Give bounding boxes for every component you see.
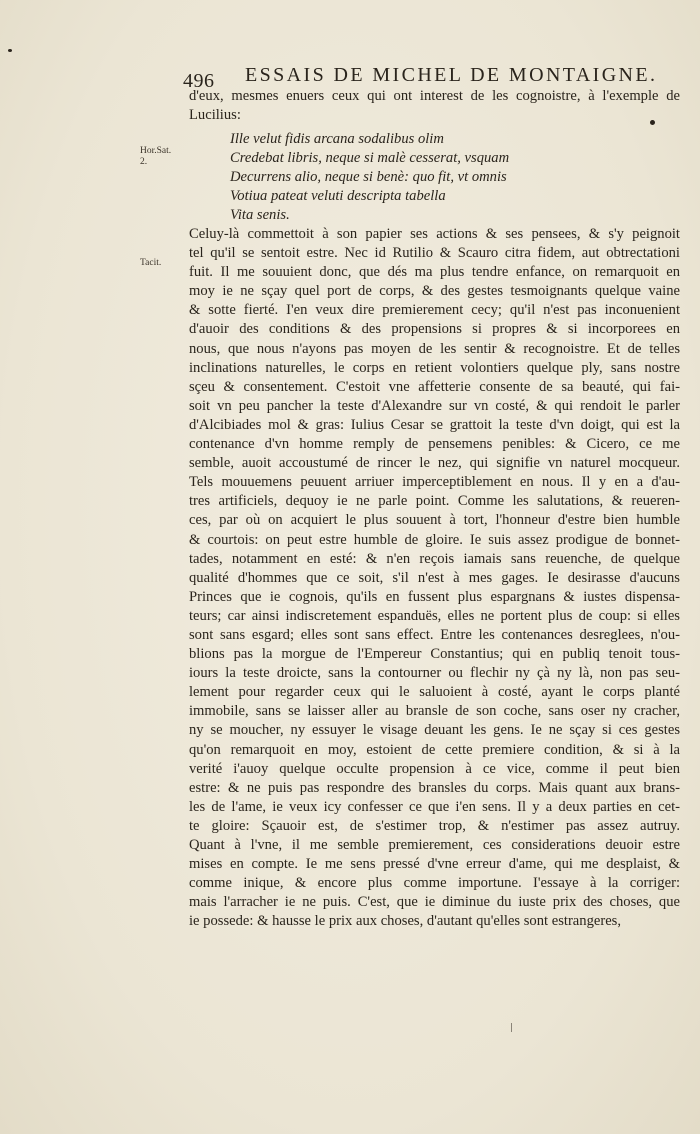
running-head: ESSAIS DE MICHEL DE MONTAIGNE. [245, 64, 658, 86]
text-line: mises en compte. Ie me sens pressé d'vne erreur d'ame, qui me desplaist, & [189, 856, 680, 873]
text-line: soit vn peu pancher la teste d'Alexandre sur vn costé, & qui rendoit le parler [189, 397, 680, 414]
text-line: blions pas la morgue de l'Empereur Constantius; qui en publiq tenoit tous- [189, 646, 680, 663]
page-number: 496 [183, 70, 215, 92]
margin-note-horace: Hor.Sat. 2. [140, 146, 172, 167]
text-line: sont sans esgard; elles sont sans effect. Entre les contenances desreglees, n'ou- [189, 626, 680, 643]
text-line: & courtois: on peut estre humble de gloire. Ie suis assez prodigue de bonnet- [189, 531, 680, 548]
text-line: d'auoir des conditions & des propensions si propres & si incorporees en [189, 321, 680, 338]
text-line: d'Alcibiades mol & gras: Iulius Cesar se grattoit la teste d'vn doigt, qui est la [189, 416, 680, 433]
text-line: comme inique, & encore plus comme importune. I'essaye à la corriger: [189, 875, 680, 892]
text-line: d'eux, mesmes enuers ceux qui ont interest de les cognoistre, à l'exemple de [189, 88, 680, 104]
verse-line: Votiua pateat veluti descripta tabella [230, 188, 446, 205]
text-line: qu'on remarquoit en moy, estoient de cette premiere condition, & si à la [189, 741, 680, 758]
ink-speck [8, 49, 12, 52]
text-line: estre: & ne puis pas respondre des bransles du corps. Mais quant aux brans- [189, 779, 680, 796]
text-line: inclinations naturelles, le corps en retient volontiers quelque ply, sans nostre [189, 359, 680, 376]
text-line: mais l'arracher ie ne puis. C'est, que ie diminue du iuste prix des choses, que [189, 894, 680, 911]
text-line: ny se moucher, ny essuyer le visage deuant les gens. Ie ne sçay si ces gestes [189, 722, 680, 739]
text-line: moy ie ne sçay quel port de corps, & des gestes tesmoignants quelque vaine [189, 283, 680, 300]
text-line: tades, notamment en esté: & n'en reçois iamais sans reuenche, de quelque [189, 550, 680, 567]
text-line: immobile, sans se laisser aller au bransle de son coche, sans oser ny cracher, [189, 703, 680, 720]
text-line: tel qu'il se sentoit estre. Nec id Rutilio & Scauro citra fidem, aut obtrectationi [189, 245, 680, 262]
text-line: ie possede: & hausse le prix aux choses, d'autant qu'elles sont estrangeres, [189, 913, 622, 930]
ink-stroke [511, 1023, 512, 1032]
text-line: Princes que ie cognois, qu'ils en fussent plus espargnans & iustes dispensa- [189, 588, 680, 605]
text-line: tres artificiels, dequoy ie ne parle point. Comme les salutations, & reueren- [189, 493, 680, 510]
text-line: semble, auoit accoustumé de rincer le nez, qui signifie vn naturel mocqueur. [189, 455, 680, 472]
text-line: ces, par où on acquiert le plus souuent à tort, l'honneur d'estre bien humble [189, 512, 680, 529]
verse-line: Ille velut fidis arcana sodalibus olim [230, 131, 444, 147]
verse-line: Decurrens alio, neque si benè: quo fit, vt omnis [230, 169, 507, 186]
text-line: lement pour regarder ceux qui le saluoient à costé, ayant le corps planté [189, 684, 680, 701]
margin-note-tacitus: Tacit. [140, 258, 162, 268]
text-line: contenance d'vn homme remply de pensemens penibles: & Cicero, ce me [189, 436, 680, 453]
text-line: qualité d'hommes que ce soit, s'il n'est à mes gages. Ie desirasse d'aucuns [189, 569, 680, 586]
prose-body [189, 225, 680, 931]
text-line: teurs; car ainsi indiscretement espanduës, elles ne portent plus de coup: si elles [189, 607, 680, 624]
text-line: fuit. Il me souuient donc, que dés ma plus tendre enfance, on remarquoit en [189, 264, 680, 281]
text-line: verité i'auoy quelque occulte propension à ce vice, comme il peut bien [189, 760, 680, 777]
text-line: nous, que nous n'ayons pas moyen de les sentir & recognoistre. Et de telles [189, 340, 680, 357]
text-line: Lucilius: [189, 107, 241, 124]
text-line: te gloire: Sçauoir est, de s'estimer trop, & n'estimer pas assez autruy. [189, 817, 680, 834]
text-line: Celuy-là commettoit à son papier ses actions & ses pensees, & s'y peignoit [189, 226, 680, 242]
verse-line: Credebat libris, neque si malè cesserat, vsquam [230, 150, 510, 167]
text-line: Quant à l'vne, il me semble premierement, ces considerations deuoir estre [189, 837, 680, 853]
text-line: sçeu & consentement. C'estoit vne affetterie consente de sa beauté, qui fai- [189, 378, 680, 395]
latin-verse [230, 130, 509, 225]
text-line: Tels mouuemens peuuent arriuer imperceptiblement en nous. Il y en a d'au- [189, 474, 680, 491]
text-line: les de l'ame, ie veux icy confesser ce que i'en sens. Il y a deux parties en cet- [189, 798, 680, 815]
verse-line: Vita senis. [230, 207, 290, 224]
text-line: & sotte fierté. I'en veux dire premierement cecy; qu'il n'est pas inconuenient [189, 302, 680, 319]
text-line: iours la teste droicte, sans la contourner ou flechir ny çà ny là, non pas seu- [189, 665, 680, 682]
intro-text [189, 87, 680, 125]
